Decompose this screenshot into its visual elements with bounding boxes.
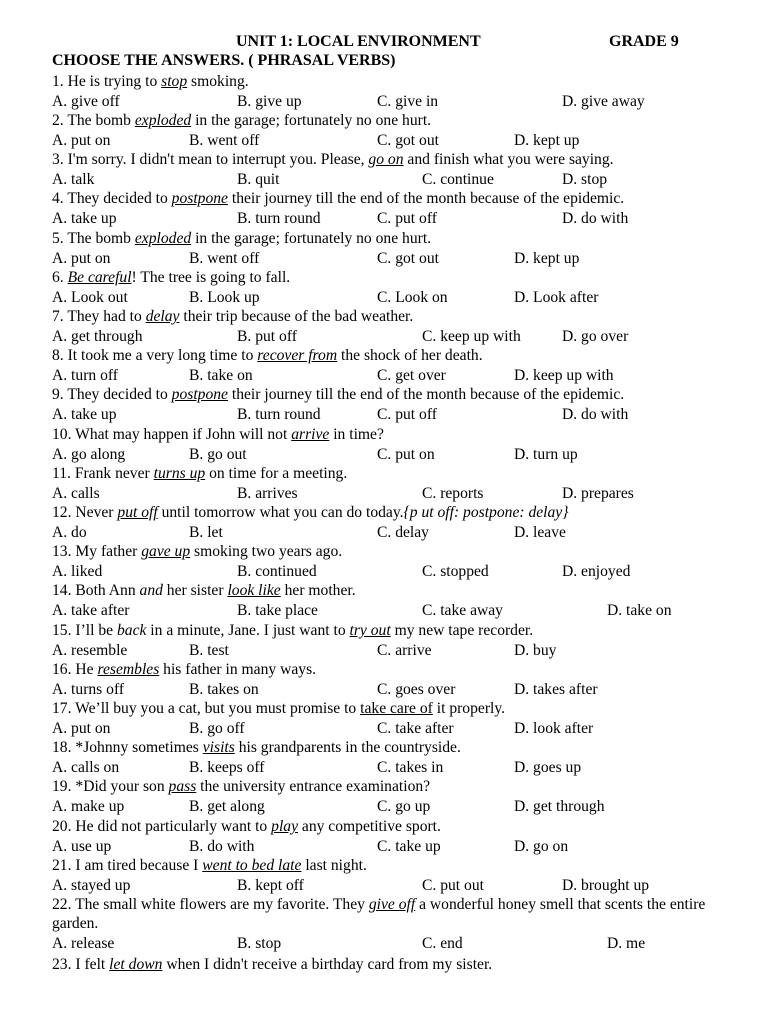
question-text bbox=[52, 346, 483, 365]
answer-options bbox=[52, 170, 768, 189]
answer-option[interactable]: D. go on bbox=[514, 838, 569, 855]
question-number: 8. bbox=[52, 347, 68, 364]
question-fragment: on time for a meeting. bbox=[205, 465, 348, 482]
answer-option[interactable]: B. went off bbox=[189, 132, 260, 149]
answer-option[interactable]: D. kept up bbox=[514, 250, 580, 267]
answer-option[interactable]: C. go up bbox=[377, 798, 431, 815]
answer-option[interactable]: C. end bbox=[422, 935, 463, 952]
answer-option[interactable]: B. put off bbox=[237, 328, 297, 345]
question-text bbox=[52, 955, 492, 974]
question-text bbox=[52, 738, 461, 757]
target-phrase: try out bbox=[349, 622, 391, 639]
question-text bbox=[52, 856, 367, 875]
answer-option[interactable]: B. go out bbox=[189, 446, 247, 463]
question-number: 13. bbox=[52, 543, 76, 560]
question-fragment: the shock of her death. bbox=[337, 347, 483, 364]
question-text bbox=[52, 660, 316, 679]
question-fragment: The small white flowers are my favorite. They bbox=[75, 896, 369, 913]
answer-option[interactable]: B. keeps off bbox=[189, 759, 265, 776]
answer-options bbox=[52, 680, 768, 699]
question-number: 18. bbox=[52, 739, 76, 756]
answer-option[interactable]: D. brought up bbox=[562, 877, 650, 894]
instruction-heading: CHOOSE THE ANSWERS. ( PHRASAL VERBS) bbox=[52, 52, 396, 69]
question-fragment: and finish what you were saying. bbox=[403, 151, 614, 168]
question-number: 20. bbox=[52, 818, 76, 835]
target-phrase: take care of bbox=[360, 700, 433, 717]
question-number: 22. bbox=[52, 896, 76, 913]
answer-option[interactable]: D. me bbox=[607, 935, 646, 952]
answer-options bbox=[52, 445, 768, 464]
question-number: 6. bbox=[52, 269, 68, 286]
question-text bbox=[52, 464, 347, 483]
answer-options bbox=[52, 131, 768, 150]
answer-option[interactable]: A. calls on bbox=[52, 759, 120, 776]
question-number: 12. bbox=[52, 504, 76, 521]
question-number: 16. bbox=[52, 661, 76, 678]
answer-option[interactable]: D. kept up bbox=[514, 132, 580, 149]
answer-option[interactable]: B. stop bbox=[237, 935, 282, 952]
answer-option[interactable]: B. get along bbox=[189, 798, 265, 815]
question-number: 11. bbox=[52, 465, 75, 482]
target-phrase: pass bbox=[168, 778, 197, 795]
answer-option[interactable]: A. take after bbox=[52, 602, 130, 619]
question-number: 21. bbox=[52, 857, 76, 874]
answer-option[interactable]: C. delay bbox=[377, 524, 429, 541]
answer-option[interactable]: B. turn round bbox=[237, 210, 321, 227]
question-fragment: any competitive sport. bbox=[298, 818, 441, 835]
target-phrase: postpone bbox=[171, 190, 228, 207]
answer-option[interactable]: D. go over bbox=[562, 328, 629, 345]
answer-option[interactable]: A. give off bbox=[52, 93, 120, 110]
grade-label: GRADE 9 bbox=[609, 33, 679, 50]
answer-option[interactable]: A. calls bbox=[52, 485, 100, 502]
question-fragment: I am tired because I bbox=[75, 857, 203, 874]
question-fragment: He is trying to bbox=[67, 73, 162, 90]
answer-options bbox=[52, 934, 768, 953]
answer-option[interactable]: D. enjoyed bbox=[562, 563, 631, 580]
target-phrase: go on bbox=[368, 151, 404, 168]
question-fragment: in time? bbox=[329, 426, 384, 443]
answer-options bbox=[52, 484, 768, 503]
answer-option[interactable]: A. take up bbox=[52, 406, 117, 423]
question-text bbox=[52, 385, 624, 404]
answer-options bbox=[52, 249, 768, 268]
answer-options bbox=[52, 405, 768, 424]
italic-text: {p ut off: postpone: delay} bbox=[403, 504, 569, 521]
answer-option[interactable]: C. take up bbox=[377, 838, 441, 855]
answer-option[interactable]: A. take up bbox=[52, 210, 117, 227]
answer-option[interactable]: A. Look out bbox=[52, 289, 128, 306]
target-phrase: exploded bbox=[134, 112, 192, 129]
answer-option[interactable]: B. takes on bbox=[189, 681, 259, 698]
answer-options bbox=[52, 523, 768, 542]
answer-option[interactable]: D. takes after bbox=[514, 681, 598, 698]
answer-option[interactable]: A. use up bbox=[52, 838, 112, 855]
question-number: 2. bbox=[52, 112, 68, 129]
question-number: 9. bbox=[52, 386, 68, 403]
answer-options bbox=[52, 641, 768, 660]
question-fragment: her sister bbox=[162, 582, 228, 599]
answer-option[interactable]: C. got out bbox=[377, 250, 439, 267]
question-fragment: The bomb bbox=[67, 112, 135, 129]
answer-options bbox=[52, 327, 768, 346]
answer-option[interactable]: C. keep up with bbox=[422, 328, 521, 345]
answer-options bbox=[52, 719, 768, 738]
answer-options bbox=[52, 366, 768, 385]
question-fragment: We’ll buy you a cat, but you must promise to bbox=[75, 700, 361, 717]
answer-options bbox=[52, 837, 768, 856]
question-fragment: last night. bbox=[301, 857, 367, 874]
question-fragment: his father in many ways. bbox=[159, 661, 317, 678]
italic-text: and bbox=[139, 582, 163, 599]
target-phrase: stop bbox=[161, 73, 188, 90]
answer-option[interactable]: D. do with bbox=[562, 406, 629, 423]
question-text bbox=[52, 581, 356, 600]
question-text bbox=[52, 817, 441, 836]
answer-options bbox=[52, 288, 768, 307]
question-fragment: He did not particularly want to bbox=[75, 818, 272, 835]
answer-option[interactable]: C. take away bbox=[422, 602, 503, 619]
answer-options bbox=[52, 876, 768, 895]
answer-option[interactable]: A. get through bbox=[52, 328, 143, 345]
answer-option[interactable]: B. kept off bbox=[237, 877, 304, 894]
answer-option[interactable]: C. put on bbox=[377, 446, 435, 463]
question-fragment: my new tape recorder. bbox=[390, 622, 534, 639]
question-fragment: her mother. bbox=[280, 582, 356, 599]
answer-option[interactable]: B. do with bbox=[189, 838, 255, 855]
question-fragment: He bbox=[75, 661, 98, 678]
target-phrase: went to bed late bbox=[202, 857, 302, 874]
answer-option[interactable]: C. takes in bbox=[377, 759, 444, 776]
question-text bbox=[52, 268, 290, 287]
answer-option[interactable]: C. give in bbox=[377, 93, 439, 110]
answer-option[interactable]: C. goes over bbox=[377, 681, 456, 698]
answer-option[interactable]: D. stop bbox=[562, 171, 608, 188]
target-phrase: put off bbox=[117, 504, 158, 521]
answer-option[interactable]: D. do with bbox=[562, 210, 629, 227]
answer-option[interactable]: B. go off bbox=[189, 720, 245, 737]
question-fragment: in a minute, Jane. I just want to bbox=[146, 622, 350, 639]
question-fragment: My father bbox=[75, 543, 142, 560]
answer-option[interactable]: A. put on bbox=[52, 132, 111, 149]
answer-option[interactable]: A. liked bbox=[52, 563, 103, 580]
question-text bbox=[52, 307, 413, 326]
question-number: 5. bbox=[52, 230, 68, 247]
question-fragment: in the garage; fortunately no one hurt. bbox=[191, 112, 432, 129]
question-fragment: smoking two years ago. bbox=[190, 543, 343, 560]
answer-option[interactable]: B. turn round bbox=[237, 406, 321, 423]
answer-option[interactable]: A. talk bbox=[52, 171, 95, 188]
question-text bbox=[52, 621, 533, 640]
question-fragment: a wonderful honey smell that scents the entire garden. bbox=[52, 896, 706, 932]
answer-option[interactable]: B. test bbox=[189, 642, 229, 659]
answer-option[interactable]: B. let bbox=[189, 524, 223, 541]
question-fragment: Never bbox=[75, 504, 118, 521]
answer-option[interactable]: B. take on bbox=[189, 367, 253, 384]
question-fragment: *Johnny sometimes bbox=[75, 739, 203, 756]
answer-option[interactable]: A. stayed up bbox=[52, 877, 131, 894]
question-fragment: his grandparents in the countryside. bbox=[234, 739, 461, 756]
answer-option[interactable]: D. Look after bbox=[514, 289, 599, 306]
target-phrase: exploded bbox=[134, 230, 192, 247]
question-number: 7. bbox=[52, 308, 68, 325]
answer-option[interactable]: C. take after bbox=[377, 720, 454, 737]
question-number: 14. bbox=[52, 582, 76, 599]
question-text bbox=[52, 150, 614, 169]
question-fragment: They had to bbox=[67, 308, 146, 325]
answer-option[interactable]: D. get through bbox=[514, 798, 605, 815]
italic-text: back bbox=[116, 622, 147, 639]
question-number: 15. bbox=[52, 622, 76, 639]
question-text bbox=[52, 777, 430, 796]
question-fragment: Both Ann bbox=[75, 582, 140, 599]
target-phrase: look like bbox=[227, 582, 281, 599]
answer-option[interactable]: C. get over bbox=[377, 367, 446, 384]
answer-option[interactable]: C. stopped bbox=[422, 563, 489, 580]
question-fragment: their journey till the end of the month because of the epidemic. bbox=[227, 386, 625, 403]
target-phrase: recover from bbox=[257, 347, 338, 364]
answer-options bbox=[52, 758, 768, 777]
answer-option[interactable]: D. turn up bbox=[514, 446, 578, 463]
answer-options bbox=[52, 92, 768, 111]
target-phrase: play bbox=[271, 818, 298, 835]
question-number: 19. bbox=[52, 778, 76, 795]
question-text bbox=[52, 72, 249, 91]
answer-option[interactable]: A. release bbox=[52, 935, 115, 952]
answer-option[interactable]: C. continue bbox=[422, 171, 494, 188]
question-fragment: Frank never bbox=[74, 465, 154, 482]
answer-option[interactable]: B. arrives bbox=[237, 485, 298, 502]
target-phrase: postpone bbox=[171, 386, 228, 403]
answer-option[interactable]: C. Look on bbox=[377, 289, 448, 306]
question-fragment: it properly. bbox=[432, 700, 506, 717]
question-text bbox=[52, 425, 384, 444]
answer-option[interactable]: C. put off bbox=[377, 406, 437, 423]
question-fragment: their trip because of the bad weather. bbox=[179, 308, 414, 325]
answer-options bbox=[52, 797, 768, 816]
target-phrase: give off bbox=[368, 896, 416, 913]
question-fragment: It took me a very long time to bbox=[67, 347, 258, 364]
question-fragment: They decided to bbox=[67, 190, 172, 207]
answer-option[interactable]: A. put on bbox=[52, 720, 111, 737]
answer-option[interactable]: A. turns off bbox=[52, 681, 125, 698]
answer-option[interactable]: A. turn off bbox=[52, 367, 118, 384]
answer-option[interactable]: B. give up bbox=[237, 93, 302, 110]
question-text bbox=[52, 229, 431, 248]
answer-option[interactable]: A. resemble bbox=[52, 642, 128, 659]
answer-options bbox=[52, 601, 768, 620]
answer-option[interactable]: B. continued bbox=[237, 563, 317, 580]
answer-option[interactable]: D. look after bbox=[514, 720, 594, 737]
question-fragment: the university entrance examination? bbox=[196, 778, 431, 795]
question-fragment: smoking. bbox=[187, 73, 249, 90]
target-phrase: turns up bbox=[153, 465, 206, 482]
answer-option[interactable]: C. arrive bbox=[377, 642, 432, 659]
answer-option[interactable]: B. quit bbox=[237, 171, 280, 188]
answer-option[interactable]: D. leave bbox=[514, 524, 566, 541]
worksheet-header bbox=[0, 33, 768, 53]
answer-option[interactable]: C. reports bbox=[422, 485, 484, 502]
unit-title: UNIT 1: LOCAL ENVIRONMENT bbox=[236, 33, 481, 50]
answer-option[interactable]: D. take on bbox=[607, 602, 672, 619]
question-fragment: I'm sorry. I didn't mean to interrupt you. Please, bbox=[67, 151, 369, 168]
target-phrase: resembles bbox=[97, 661, 160, 678]
question-number: 1. bbox=[52, 73, 68, 90]
question-fragment: in the garage; fortunately no one hurt. bbox=[191, 230, 432, 247]
answer-option[interactable]: B. take place bbox=[237, 602, 318, 619]
answer-options bbox=[52, 562, 768, 581]
answer-option[interactable]: B. Look up bbox=[189, 289, 260, 306]
answer-option[interactable]: D. goes up bbox=[514, 759, 582, 776]
target-phrase: delay bbox=[145, 308, 180, 325]
question-fragment: their journey till the end of the month because of the epidemic. bbox=[227, 190, 625, 207]
answer-option[interactable]: D. keep up with bbox=[514, 367, 614, 384]
target-phrase: arrive bbox=[291, 426, 330, 443]
answer-option[interactable]: A. go along bbox=[52, 446, 126, 463]
answer-option[interactable]: D. buy bbox=[514, 642, 557, 659]
question-number: 10. bbox=[52, 426, 76, 443]
question-fragment: What may happen if John will not bbox=[75, 426, 292, 443]
answer-options bbox=[52, 209, 768, 228]
question-text bbox=[52, 503, 568, 522]
question-fragment: I felt bbox=[75, 956, 110, 973]
answer-option[interactable]: D. prepares bbox=[562, 485, 634, 502]
question-text bbox=[52, 111, 431, 130]
answer-option[interactable]: A. do bbox=[52, 524, 87, 541]
target-phrase: let down bbox=[109, 956, 163, 973]
question-fragment: The bomb bbox=[67, 230, 135, 247]
answer-option[interactable]: B. went off bbox=[189, 250, 260, 267]
question-fragment: when I didn't receive a birthday card from my sister. bbox=[162, 956, 493, 973]
answer-option[interactable]: C. got out bbox=[377, 132, 439, 149]
answer-option[interactable]: A. put on bbox=[52, 250, 111, 267]
answer-option[interactable]: C. put off bbox=[377, 210, 437, 227]
question-number: 17. bbox=[52, 700, 76, 717]
question-fragment: *Did your son bbox=[75, 778, 169, 795]
answer-option[interactable]: D. give away bbox=[562, 93, 645, 110]
question-text bbox=[52, 542, 342, 561]
question-number: 4. bbox=[52, 190, 68, 207]
question-fragment: ! The tree is going to fall. bbox=[131, 269, 291, 286]
question-text bbox=[52, 895, 752, 933]
question-number: 3. bbox=[52, 151, 68, 168]
question-number: 23. bbox=[52, 956, 76, 973]
target-phrase: gave up bbox=[141, 543, 191, 560]
question-text bbox=[52, 189, 624, 208]
question-text bbox=[52, 699, 505, 718]
target-phrase: visits bbox=[202, 739, 235, 756]
question-fragment: They decided to bbox=[67, 386, 172, 403]
answer-option[interactable]: C. put out bbox=[422, 877, 484, 894]
question-fragment: until tomorrow what you can do today. bbox=[157, 504, 404, 521]
answer-option[interactable]: A. make up bbox=[52, 798, 125, 815]
question-fragment: I’ll be bbox=[75, 622, 117, 639]
target-phrase: Be careful bbox=[67, 269, 132, 286]
